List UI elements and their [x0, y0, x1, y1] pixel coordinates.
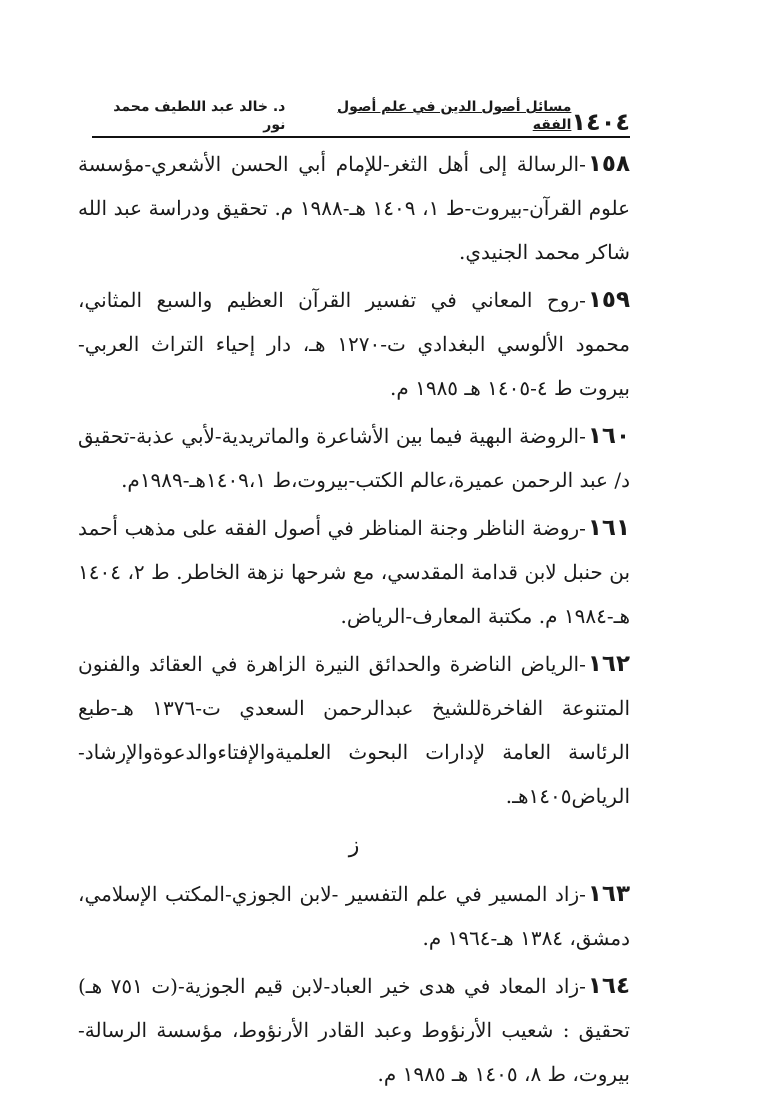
- bibliography-entry: [78, 964, 630, 1096]
- entry-text: -روح المعاني في تفسير القرآن العظيم والسبع المثاني، محمود الألوسي البغدادي ت-١٢٧٠ هـ، دار إحياء التراث العربي-بيروت ط ٤-١٤٠٥ هـ ١٩٨٥ م.: [78, 288, 630, 400]
- bibliography-entry: [78, 872, 630, 960]
- bibliography-list: [78, 142, 630, 1100]
- book-title: مسائل أصول الدين في علم أصول الفقه: [337, 99, 572, 133]
- entry-number: ١٦٣: [587, 881, 630, 907]
- running-title: [92, 98, 571, 134]
- entry-text: -الرسالة إلى أهل الثغر-للإمام أبي الحسن الأشعري-مؤسسة علوم القرآن-بيروت-ط ١، ١٤٠٩ هـ-١٩٨٨ م. تحقيق ودراسة عبد الله شاكر محمد الجنيدي.: [78, 152, 631, 264]
- entry-text: -زاد المسير في علم التفسير -لابن الجوزي-المكتب الإسلامي، دمشق، ١٣٨٤ هـ-١٩٦٤ م.: [78, 882, 630, 950]
- entry-text: -الرياض الناضرة والحدائق النيرة الزاهرة في العقائد والفنون المتنوعة الفاخرةللشيخ عبدالرحمن السعدي ت-١٣٧٦ هـ-طبع الرئاسة العامة لإدارات البحوث العلميةوالإفتاءوالدعوةوالإرشاد-الرياض١٤٠٥هـ.: [78, 652, 630, 808]
- bibliography-entry: [78, 142, 630, 274]
- section-letter: ز: [348, 833, 360, 858]
- entry-number: ١٥٩: [587, 287, 630, 313]
- bibliography-entry: [78, 414, 630, 502]
- entry-number: ١٦٠: [587, 423, 630, 449]
- author-name: د. خالد عبد اللطيف محمد نور: [113, 99, 286, 133]
- entry-text: -روضة الناظر وجنة المناظر في أصول الفقه على مذهب أحمد بن حنبل لابن قدامة المقدسي، مع شرحها نزهة الخاطر. ط ٢، ١٤٠٤ هـ-١٩٨٤ م. مكتبة المعارف-الرياض.: [78, 516, 631, 628]
- page-number: ١٤٠٤: [571, 108, 630, 136]
- bibliography-entry: [78, 278, 630, 410]
- entry-number: ١٥٨: [587, 151, 630, 177]
- entry-number: ١٦٤: [587, 973, 630, 999]
- entries-group-after: [78, 872, 630, 1096]
- bibliography-entry: [78, 642, 630, 818]
- entries-group-before: [78, 142, 630, 818]
- entry-number: ١٦٢: [587, 651, 630, 677]
- page-header: [92, 99, 630, 138]
- entry-text: -زاد المعاد في هدى خير العباد-لابن قيم الجوزية-(ت ٧٥١ هـ) تحقيق : شعيب الأرنؤوط وعبد القادر الأرنؤوط، مؤسسة الرسالة-بيروت، ط ٨، ١٤٠٥ هـ ١٩٨٥ م.: [78, 974, 630, 1086]
- entry-number: ١٦١: [587, 515, 630, 541]
- entry-text: -الروضة البهية فيما بين الأشاعرة والماتريدية-لأبي عذبة-تحقيق د/ عبد الرحمن عميرة،عالم الكتب-بيروت،ط ١٤٠٩،١هـ-١٩٨٩م.: [78, 424, 630, 492]
- bibliography-entry: [78, 506, 630, 638]
